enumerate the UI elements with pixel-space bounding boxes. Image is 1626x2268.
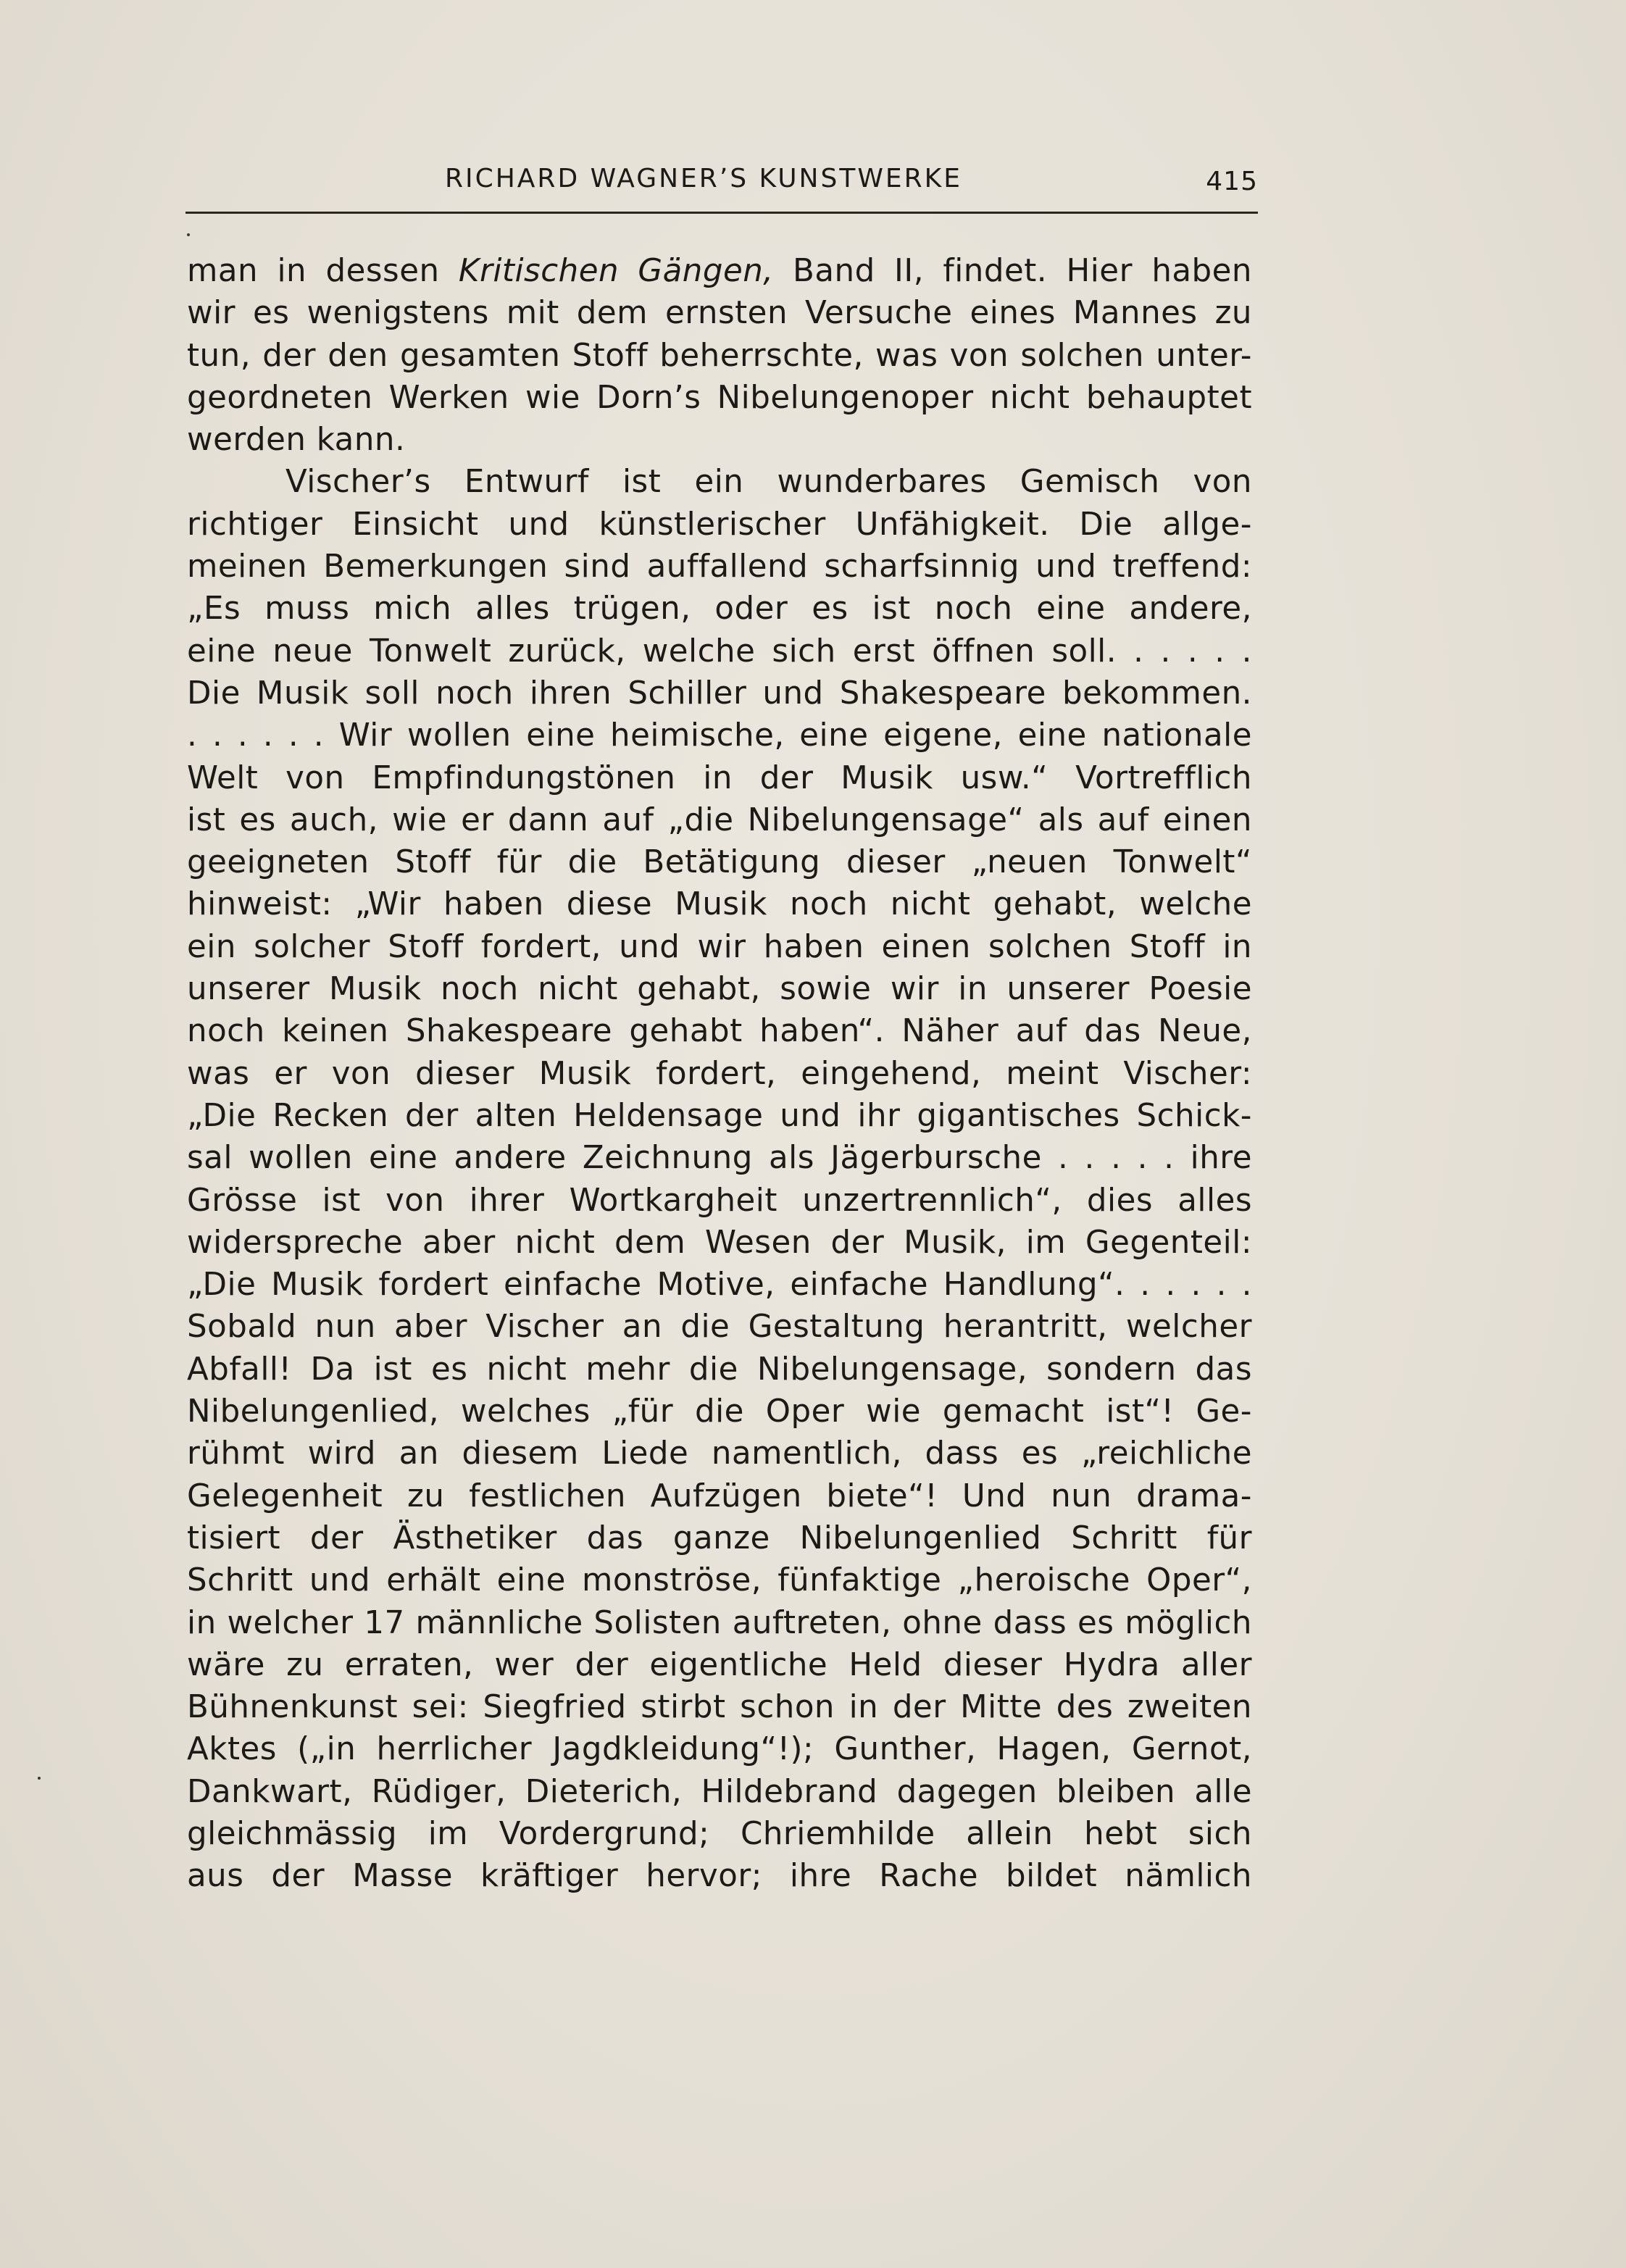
text-line: [187, 1644, 1252, 1686]
text-span: ist es auch, wie er dann auf „die Nibelungensage“ als auf einen: [187, 801, 1252, 838]
running-head: [185, 161, 1258, 204]
text-span: Bühnenkunst sei: Siegfried stirbt schon in der Mitte des zweiten: [187, 1689, 1252, 1726]
text-span: in welcher 17 männliche Solisten auftreten, ohne dass es möglich: [187, 1604, 1252, 1641]
print-speck: [38, 1777, 41, 1780]
text-span: tun, der den gesamten Stoff beherrschte, was von solchen unter-: [187, 337, 1252, 374]
text-span: Sobald nun aber Vischer an die Gestaltung herantritt, welcher: [187, 1309, 1252, 1346]
text-line: [187, 757, 1252, 799]
text-line: [187, 926, 1252, 968]
text-span: Schritt und erhält eine monströse, fünfaktige „heroische Oper“,: [187, 1562, 1252, 1599]
text-span: Aktes („in herrlicher Jagdkleidung“!); Gunther, Hagen, Gernot,: [187, 1731, 1252, 1768]
text-span: noch keinen Shakespeare gehabt haben“. Näher auf das Neue,: [187, 1013, 1252, 1050]
print-speck: [187, 233, 190, 236]
text-span: unserer Musik noch nicht gehabt, sowie wir in unserer Poesie: [187, 971, 1252, 1008]
text-span: widerspreche aber nicht dem Wesen der Musik, im Gegenteil:: [187, 1224, 1252, 1261]
text-line: [187, 292, 1252, 334]
text-line: [187, 1053, 1252, 1095]
text-span: Dankwart, Rüdiger, Dieterich, Hildebrand dagegen bleiben alle: [187, 1773, 1252, 1810]
text-line: [187, 1010, 1252, 1052]
text-span: tisiert der Ästhetiker das ganze Nibelungenlied Schritt für: [187, 1519, 1252, 1556]
text-span: sal wollen eine andere Zeichnung als Jägerbursche . . . . . ihre: [187, 1140, 1252, 1177]
text-line: [187, 504, 1252, 546]
text-line: [187, 1137, 1252, 1179]
text-span: hinweist: „Wir haben diese Musik noch nicht gehabt, welche: [187, 886, 1252, 923]
running-title: RICHARD WAGNER’S KUNSTWERKE: [444, 164, 963, 193]
text-line: [187, 1517, 1252, 1559]
text-line: [187, 377, 1252, 419]
text-line: [187, 1433, 1252, 1475]
text-line: [187, 461, 1252, 503]
text-span: aus der Masse kräftiger hervor; ihre Rache bildet nämlich: [187, 1858, 1252, 1895]
text-line: [187, 672, 1252, 714]
text-span: meinen Bemerkungen sind auffallend scharfsinnig und treffend:: [187, 549, 1252, 585]
text-span: richtiger Einsicht und künstlerischer Unfähigkeit. Die allge-: [187, 506, 1252, 543]
text-line: [187, 630, 1252, 672]
text-span: Welt von Empfindungstönen in der Musik usw.“ Vortrefflich: [187, 759, 1252, 796]
text-line: [187, 1559, 1252, 1601]
text-line: [187, 799, 1252, 841]
text-line: [187, 588, 1252, 630]
italic-title: Kritischen Gängen,: [458, 253, 774, 289]
text-line: [187, 714, 1252, 756]
text-line: [187, 883, 1252, 925]
text-line: [187, 546, 1252, 588]
text-line: [187, 1095, 1252, 1137]
header-rule: [185, 212, 1258, 214]
text-line: [187, 1222, 1252, 1264]
body-text: [187, 250, 1252, 1898]
text-line: [187, 1686, 1252, 1728]
text-span: geordneten Werken wie Dorn’s Nibelungenoper nicht behauptet: [187, 379, 1252, 416]
text-span: „Die Musik fordert einfache Motive, einfache Handlung“. . . . . .: [187, 1267, 1252, 1304]
text-line: [187, 1306, 1252, 1348]
text-span: wäre zu erraten, wer der eigentliche Held dieser Hydra aller: [187, 1646, 1252, 1683]
text-span: man in dessen: [187, 253, 459, 289]
text-span: eine neue Tonwelt zurück, welche sich erst öffnen soll. . . . . .: [187, 633, 1252, 670]
text-line: [187, 1264, 1252, 1306]
text-line: [187, 1602, 1252, 1644]
text-span: „Die Recken der alten Heldensage und ihr gigantisches Schick-: [187, 1097, 1252, 1134]
text-line: [187, 1855, 1252, 1897]
page-number: 415: [1206, 167, 1258, 196]
text-span: wir es wenigstens mit dem ernsten Versuche eines Mannes zu: [187, 295, 1252, 332]
text-span: „Es muss mich alles trügen, oder es ist noch eine andere,: [187, 591, 1252, 628]
text-line: [187, 1771, 1252, 1813]
text-span: Die Musik soll noch ihren Schiller und Shakespeare bekommen.: [187, 675, 1252, 712]
text-span: geeigneten Stoff für die Betätigung dieser „neuen Tonwelt“: [187, 844, 1252, 881]
text-line: [187, 419, 1252, 461]
text-span: rühmt wird an diesem Liede namentlich, dass es „reichliche: [187, 1435, 1252, 1472]
text-line: [187, 335, 1252, 377]
text-line: [187, 841, 1252, 883]
text-line: [187, 968, 1252, 1010]
text-line: [187, 1813, 1252, 1855]
text-span: Vischer’s Entwurf ist ein wunderbares Gemisch von: [285, 464, 1252, 501]
text-line: [187, 250, 1252, 292]
text-span: Nibelungenlied, welches „für die Oper wie gemacht ist“! Ge-: [187, 1393, 1252, 1430]
text-line: [187, 1348, 1252, 1391]
text-span: gleichmässig im Vordergrund; Chriemhilde allein hebt sich: [187, 1815, 1252, 1852]
text-line: [187, 1475, 1252, 1517]
text-line: [187, 1180, 1252, 1222]
text-span: ein solcher Stoff fordert, und wir haben einen solchen Stoff in: [187, 928, 1252, 965]
text-span: Gelegenheit zu festlichen Aufzügen biete“! Und nun drama-: [187, 1477, 1252, 1514]
text-span: Grösse ist von ihrer Wortkargheit unzertrennlich“, dies alles: [187, 1182, 1252, 1219]
text-span: werden kann.: [187, 422, 406, 459]
text-line: [187, 1728, 1252, 1770]
text-span: was er von dieser Musik fordert, eingehend, meint Vischer:: [187, 1055, 1252, 1092]
text-line: [187, 1391, 1252, 1433]
text-span: . . . . . . Wir wollen eine heimische, eine eigene, eine nationale: [187, 717, 1252, 754]
text-span: Abfall! Da ist es nicht mehr die Nibelungensage, sondern das: [187, 1351, 1252, 1388]
text-span: Band II, findet. Hier haben: [773, 253, 1252, 289]
